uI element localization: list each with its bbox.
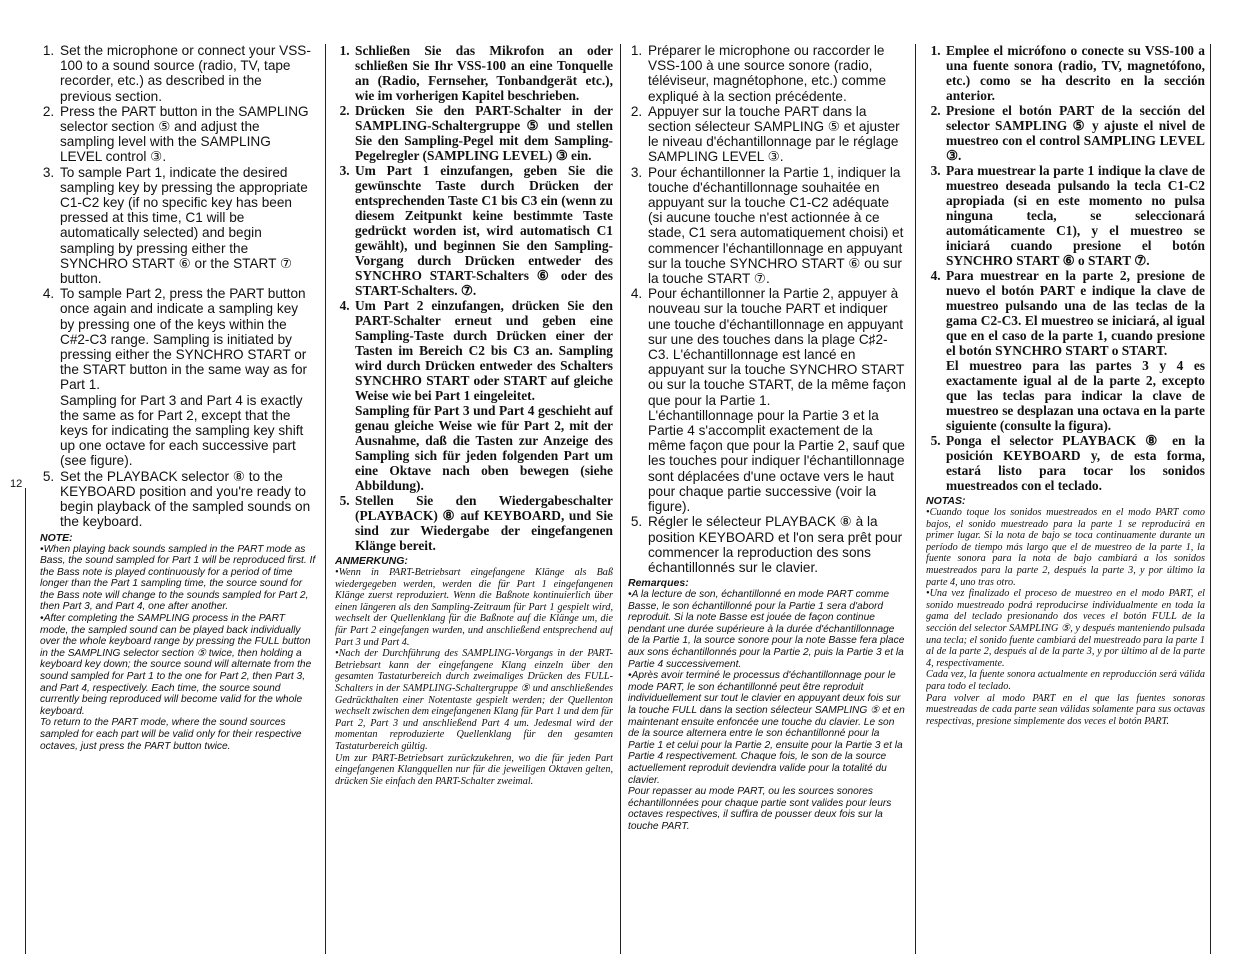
english-steps [40,43,316,530]
german-step-4 [353,298,613,493]
spanish-steps [926,43,1205,493]
column-divider-2 [325,44,326,954]
german-step-4-text: 4. Um Part 2 einzufangen, drücken Sie den PART-Schalter erneut und geben eine Sampling-Taste durch Drücken einer der Tasten im Bereich C2 bis C3 an. Sampling wird durch Drücken entweder des Schalters SYNCHRO START oder START auf gleiche Weise wie bei Part 1 eingeleitet. [355,298,613,403]
french-column [628,43,907,833]
french-step-4-extra: L'échantillonnage pour la Partie 3 et la Partie 4 s'accomplit exactement de la même façon que pour la Partie 2, sauf que les touches pour indiquer l'échantillonnage sont déplacées d'une octave vers le haut pour chaque partie successive (voir la figure). [648,407,905,515]
spanish-step-4 [944,268,1205,433]
english-step-1: 1. Set the microphone or connect your VSS-100 to a sound source (radio, TV, tape recorder, etc.) as described in the previous section. [58,43,316,104]
english-step-4-extra: Sampling for Part 3 and Part 4 is exactly the same as for Part 2, except that the keys for indicating the sampling key shift up one octave for each successive part (see figure). [60,392,304,469]
spanish-note-4: Para volver al modo PART en el que las fuentes sonoras muestreadas de cada parte sean válidas solamente para sus octavas respectivas, presione simplemente dos veces el botón PART. [926,692,1205,727]
french-step-4-text: 4. Pour échantillonner la Partie 2, appuyer à nouveau sur la touche PART et indiquer une touche d'échantillonnage en appuyant sur une des touches dans la plage C♯2-C3. L'échantillonnage est lancé en appuyant sur la touche SYNCHRO START ou sur la touche START, de la même façon que pour la Partie 1. [648,286,906,408]
spanish-note-3: Cada vez, la fuente sonora actualmente en reproducción será válida para todo el teclado. [926,669,1205,692]
column-divider-3 [620,44,621,954]
english-note-1: •When playing back sounds sampled in the PART mode as Bass, the sound sampled for Part 1 will be reproduced first. If the Bass note is played continuously for a period of time longer than the Part 1 sampling time, the source sound for the Bass note will change to the sounds sampled for Part 2, then Part 3, and Part 4, one after another. [40,543,316,613]
english-step-5: 5. Set the PLAYBACK selector ⑧ to the KEYBOARD position and you're ready to begin playback of the sampled sounds on the keyboard. [58,469,316,530]
german-step-3: 3. Um Part 1 einzufangen, geben Sie die gewünschte Taste durch Drücken der entsprechenden Taste C1 bis C3 ein (wenn zu diesem Zeitpunkt keine bestimmte Taste gedrückt worden ist, wird automatisch C1 gewählt), und beginnen Sie den Sampling-Vorgang durch Drücken entweder des SYNCHRO START-Schalters ⑥ oder des START-Schalters. ⑦. [353,163,613,298]
column-divider-1 [25,488,26,954]
german-step-1: 1. Schließen Sie das Mikrofon an oder schließen Sie Ihr VSS-100 an eine Tonquelle an (Radio, Fernseher, Tonbandgerät etc.), wie im vorherigen Kapitel beschrieben. [353,43,613,103]
german-step-2: 2. Drücken Sie den PART-Schalter in der SAMPLING-Schaltergruppe ⑤ und stellen Sie den Sampling-Pegel mit dem Sampling-Pegelregler (SAMPLING LEVEL) ③ ein. [353,103,613,163]
english-note-3: To return to the PART mode, where the sound sources sampled for each part will be valid only for their respective octaves, just press the PART button twice. [40,717,302,752]
german-note-1: •Wenn in PART-Betriebsart eingefangene Klänge als Baß wiedergegeben werden, werden die für Part 1 eingefangenen Klänge zuerst reproduziert. Wenn die Baßnote kontinuierlich über einen längeren als den Sampling-Zeitraum für Part 1 gespielt wird, wechselt der Quellenklang für die Baßnote auf die Klänge um, die für Part 2 eingefangen wurden, und anschließend entsprechend auf Part 3 und Part 4. [335,567,613,648]
french-step-4 [646,286,907,514]
column-divider-4 [915,44,916,954]
french-step-3: 3. Pour échantillonner la Partie 1, indiquer la touche d'échantillonnage souhaitée en appuyant sur la touche C1-C2 adéquate (si aucune touche n'est actionnée à ce stade, C1 sera automatiquement choisi) et commencer l'échantillonnage en appuyant sur la touche SYNCHRO START ⑥ ou sur la touche START ⑦. [646,165,907,287]
german-note-2: •Nach der Durchführung des SAMPLING-Vorgangs in der PART-Betriebsart kann der eingefangene Klang einzeln über den gesamten Tastaturbereich durch zweimaliges Drücken des FULL-Schalters in der SAMPLING-Schaltergruppe ⑤ und anschließendes Gedrückthalten einer Notentaste gespielt werden; der Quellenton wechselt zwischen dem eingefangenen Klang für Part 1 und dem für Part 2, Part 3 und anschließend Part 4 um. Jedesmal wird der momentan reproduzierte Quellenklang für den gesamten Tastaturbereich gültig. [335,648,613,752]
spanish-column [926,43,1205,727]
column-divider-5 [1210,44,1211,954]
english-step-4-text: 4. To sample Part 2, press the PART button once again and indicate a sampling key by pressing one of the keys within the C#2-C3 range. Sampling is initiated by pressing either the SYNCHRO START or the START button in the same way as for Part 1. [60,286,308,393]
spanish-step-5: 5. Ponga el selector PLAYBACK ⑧ en la posición KEYBOARD y, de esta forma, estará listo para tocar los sonidos muestreados con el teclado. [944,433,1205,493]
english-notes-heading: NOTE: [40,531,73,544]
english-step-2: 2. Press the PART button in the SAMPLING selector section ⑤ and adjust the sampling level with the SAMPLING LEVEL control ③. [58,104,316,165]
spanish-note-2: •Una vez finalizado el proceso de muestreo en el modo PART, el sonido muestreado podrá reproducirse individualmente en toda la gama del teclado presionando dos veces el botón FULL de la sección del selector SAMPLING ⑤, y después manteniendo pulsada una tecla; el sonido fuente cambiará del muestreado para la parte 1 al de la parte 2, después al de la parte 3, y por último al de la parte 4, respectivamente. [926,588,1205,669]
english-step-4 [58,286,316,468]
german-notes [335,567,613,787]
french-note-2: •Après avoir terminé le processus d'échantillonnage pour le mode PART, le son échantillonné peut être reproduit individuellement sur tout le clavier en appuyant deux fois sur la touche FULL dans la section sélecteur SAMPLING ⑤ et en maintenant ensuite enfoncée une touche du clavier. Le son de la source alternera entre le son échantillonné pour la Partie 1 et celui pour la Partie 2, ensuite pour la Partie 3 et la Partie 4 respectivement. Chaque fois, le son de la source actuellement reproduit deviendra valide pour la totalité du clavier. [628,670,905,786]
spanish-notes [926,507,1205,727]
french-step-2: 2. Appuyer sur la touche PART dans la section sélecteur SAMPLING ⑤ et ajuster le niveau d'échantillonnage par le réglage SAMPLING LEVEL ③. [646,104,907,165]
german-column [335,43,613,787]
spanish-step-4-extra: El muestreo para las partes 3 y 4 es exactamente igual al de la parte 2, excepto que las teclas para indicar la clave de muestreo se desplazan una octava en la parte siguiente (consulte la figura). [946,358,1205,433]
german-notes-heading: ANMERKUNG: [335,555,408,567]
french-steps [628,43,907,575]
french-notes [628,589,907,832]
french-step-1: 1. Préparer le microphone ou raccorder le VSS-100 à une source sonore (radio, téléviseur, magnétophone, etc.) comme expliqué à la section précédente. [646,43,907,104]
spanish-step-2: 2. Presione el botón PART de la sección del selector SAMPLING ⑤ y ajuste el nivel de muestreo con el control SAMPLING LEVEL ③. [944,103,1205,163]
english-note-2: •After completing the SAMPLING process in the PART mode, the sampled sound can be played back individually over the whole keyboard range by pressing the FULL button in the SAMPLING selector section ⑤ twice, then holding a keyboard key down; the source sound will alternate from the sound sampled for Part 1 to the one for Part 2, then Part 3, and Part 4, respectively. Each time, the source sound currently being reproduced will become valid for the whole keyboard. [40,613,312,717]
page-number: 12 [10,478,23,490]
french-notes-heading: Remarques: [628,577,689,590]
german-steps [335,43,613,553]
spanish-step-3: 3. Para muestrear la parte 1 indique la clave de muestreo deseada pulsando la tecla C1-C2 apropiada (si en este momento no pulsa ninguna tecla, se seleccionará automáticamente C1), y el muestreo se iniciará cuando presione el botón SYNCHRO START ⑥ o START ⑦. [944,163,1205,268]
german-step-5: 5. Stellen Sie den Wiedergabeschalter (PLAYBACK) ⑧ auf KEYBOARD, und Sie sind zur Wiedergabe der eingefangenen Klänge bereit. [353,493,613,553]
german-note-3: Um zur PART-Betriebsart zurückzukehren, wo die für jeden Part eingefangenen Klangquellen nur für die jeweiligen Oktaven gelten, drücken Sie einfach den PART-Schalter zweimal. [335,752,613,787]
spanish-step-4-text: 4. Para muestrear en la parte 2, presione de nuevo el botón PART e indique la clave de muestreo pulsando una de las teclas de la gama C2-C3. El muestreo se iniciará, al igual que en el caso de la parte 1, cuando presione el botón SYNCHRO START o START. [946,268,1205,358]
spanish-notes-heading: NOTAS: [926,495,966,507]
english-notes [40,544,316,753]
english-step-3: 3. To sample Part 1, indicate the desired sampling key by pressing the appropriate C1-C2 key (if no specific key has been pressed at this time, C1 will be automatically selected) and begin sampling by pressing either the SYNCHRO START ⑥ or the START ⑦ button. [58,165,316,287]
german-step-4-extra: Sampling für Part 3 und Part 4 geschieht auf genau gleiche Weise wie für Part 2, mit der Ausnahme, daß die Tasten zur Anzeige des Sampling sich für jeden folgenden Part um eine Oktave nach oben bewegen (siehe Abbildung). [355,403,613,493]
spanish-note-1: •Cuando toque los sonidos muestreados en el modo PART como bajos, el sonido muestreado para la parte 1 se reproducirá en primer lugar. Si la nota de bajo se toca continuamente durante un período de tiempo más largo que el de muestreo de la parte 1, la fuente sonora para la nota de bajo cambiará a los sonidos muestreados para la parte 2, después la parte 3, y por último la parte 4, uno tras otro. [926,507,1205,588]
french-note-3: Pour repasser au mode PART, ou les sources sonores échantillonnées pour chaque partie sont valides pour leurs octaves respectives, il suffira de pousser deux fois sur la touche PART. [628,786,892,832]
spanish-step-1: 1. Emplee el micrófono o conecte su VSS-100 a una fuente sonora (radio, TV, magnetófono, etc.) como se ha descrito en la sección anterior. [944,43,1205,103]
french-step-5: 5. Régler le sélecteur PLAYBACK ⑧ à la position KEYBOARD et l'on sera prêt pour commencer la reproduction des sons échantillonnés sur le clavier. [646,514,907,575]
french-note-1: •A la lecture de son, échantillonné en mode PART comme Basse, le son échantillonné pour la Partie 1 sera d'abord reproduit. Si la note Basse est jouée de façon continue pendant une durée supérieure à la durée d'échantillonnage de la Partie 1, la source sonore pour la note Basse fera place aux sons échantillonnés pour la Partie 2, puis la Partie 3 et la Partie 4 successivement. [628,589,905,670]
english-column [40,43,316,752]
